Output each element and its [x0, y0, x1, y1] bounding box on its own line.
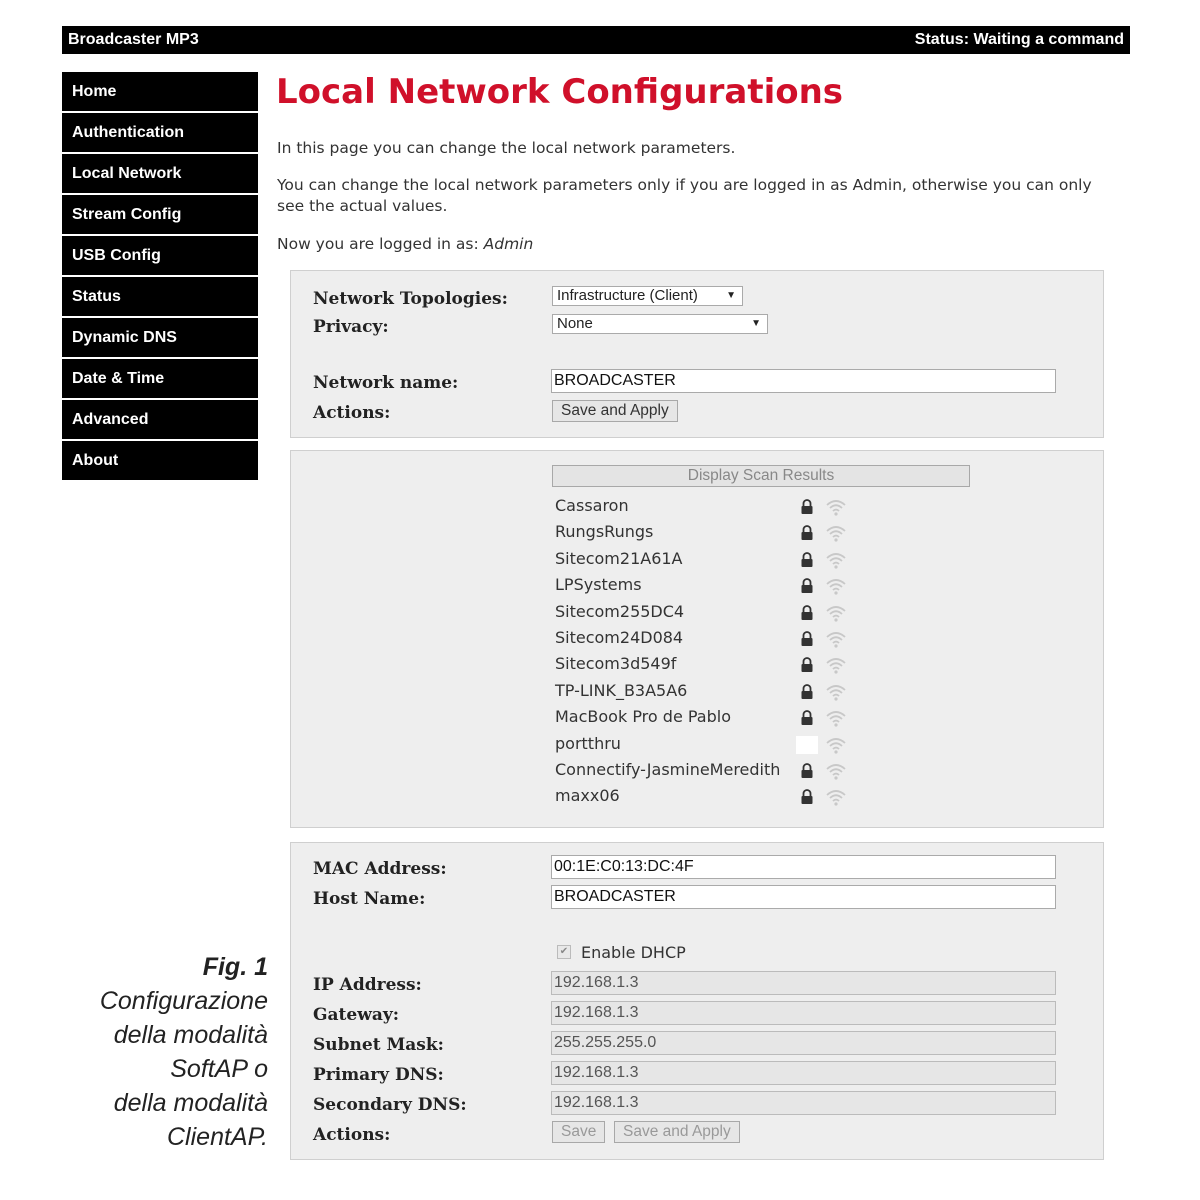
gateway-label: Gateway:	[313, 1005, 400, 1025]
wifi-signal-icon	[825, 523, 847, 543]
logged-in-user: Admin	[483, 235, 534, 253]
lock-icon	[796, 630, 818, 648]
status-text: Status: Waiting a command	[914, 31, 1124, 48]
wifi-signal-icon	[825, 550, 847, 570]
topology-value: Infrastructure (Client)	[557, 287, 698, 304]
lock-icon	[796, 656, 818, 674]
wifi-signal-icon	[825, 655, 847, 675]
scan-result-row[interactable]	[555, 628, 855, 650]
logged-in-text	[277, 234, 1117, 255]
wifi-signal-icon	[825, 497, 847, 517]
lock-icon	[796, 577, 818, 595]
topology-label: Network Topologies:	[313, 289, 508, 309]
network-ssid: LPSystems	[555, 575, 642, 595]
save-and-apply-button[interactable]: Save and Apply	[614, 1121, 740, 1143]
wireless-settings-panel	[290, 270, 1104, 438]
enable-dhcp-label: Enable DHCP	[581, 943, 686, 962]
sidebar-item-home[interactable]: Home	[62, 72, 258, 111]
network-ssid: Sitecom255DC4	[555, 601, 685, 621]
lock-icon	[796, 788, 818, 806]
network-ssid: Sitecom21A61A	[555, 548, 683, 568]
privacy-label: Privacy:	[313, 317, 389, 337]
network-ssid: Connectify-JasmineMeredith	[555, 760, 781, 779]
logged-in-prefix: Now you are logged in as:	[277, 235, 484, 253]
sidebar-item-advanced[interactable]: Advanced	[62, 400, 258, 439]
figure-title: Fig. 1	[202, 953, 268, 981]
scan-result-row[interactable]	[555, 602, 855, 624]
intro-text: In this page you can change the local network parameters.	[277, 139, 736, 157]
network-ssid: Cassaron	[555, 496, 629, 515]
sidebar-item-stream-config[interactable]: Stream Config	[62, 195, 258, 234]
network-ssid: TP-LINK_B3A5A6	[555, 680, 688, 700]
actions-label: Actions:	[313, 403, 391, 423]
sidebar-item-authentication[interactable]: Authentication	[62, 113, 258, 152]
network-ssid: MacBook Pro de Pablo	[555, 707, 731, 727]
lock-icon	[796, 762, 818, 780]
ip-config-panel	[290, 842, 1104, 1160]
network-ssid: maxx06	[555, 786, 620, 806]
scan-result-row[interactable]	[555, 575, 855, 597]
save-and-apply-button[interactable]: Save and Apply	[552, 400, 678, 422]
subnet-mask-label: Subnet Mask:	[313, 1035, 444, 1055]
wifi-signal-icon	[825, 682, 847, 702]
privacy-value: None	[557, 315, 593, 332]
network-ssid: Sitecom3d549f	[555, 654, 677, 674]
dropdown-arrow-icon: ▼	[751, 318, 761, 329]
app-title: Broadcaster MP3	[68, 31, 199, 48]
gateway-input[interactable]	[551, 1001, 1056, 1025]
wifi-signal-icon	[825, 787, 847, 807]
sidebar-item-local-network[interactable]: Local Network	[62, 154, 258, 193]
wifi-signal-icon	[825, 576, 847, 596]
actions-label: Actions:	[313, 1125, 391, 1145]
figure-caption	[100, 950, 268, 1154]
network-name-input[interactable]	[551, 369, 1056, 393]
mac-address-input[interactable]	[551, 855, 1056, 879]
caption-line: della modalità	[113, 1089, 268, 1117]
sidebar-item-status[interactable]: Status	[62, 277, 258, 316]
scan-result-row[interactable]	[555, 654, 855, 676]
network-ssid: Sitecom24D084	[555, 628, 684, 647]
sidebar-item-usb-config[interactable]: USB Config	[62, 236, 258, 275]
wifi-signal-icon	[825, 761, 847, 781]
caption-line: ClientAP.	[167, 1123, 268, 1151]
caption-line: Configurazione	[99, 987, 268, 1015]
network-ssid: portthru	[555, 733, 621, 753]
lock-icon	[796, 683, 818, 701]
sidebar-item-date-time[interactable]: Date & Time	[62, 359, 258, 398]
scan-result-row[interactable]	[555, 707, 855, 729]
sidebar-item-about[interactable]: About	[62, 441, 258, 480]
enable-dhcp-checkbox[interactable]: ✔	[557, 945, 571, 959]
scan-result-row[interactable]	[555, 522, 855, 544]
secondary-dns-label: Secondary DNS:	[313, 1095, 467, 1115]
permission-note: You can change the local network parameters only if you are logged in as Admin, otherwise you can only see the actual values.	[277, 176, 1092, 215]
scan-result-row[interactable]	[555, 549, 855, 571]
ip-address-label: IP Address:	[313, 975, 422, 995]
wifi-signal-icon	[825, 629, 847, 649]
save-button[interactable]: Save	[552, 1121, 605, 1143]
lock-icon	[796, 551, 818, 569]
wifi-signal-icon	[825, 708, 847, 728]
page-title: Local Network Configurations	[276, 72, 844, 112]
lock-placeholder	[796, 736, 818, 754]
caption-line: SoftAP o	[170, 1055, 268, 1083]
lock-icon	[796, 524, 818, 542]
display-scan-results-button[interactable]: Display Scan Results	[552, 465, 970, 487]
network-ssid: RungsRungs	[555, 522, 654, 542]
network-name-label: Network name:	[313, 373, 459, 393]
top-bar	[62, 26, 1130, 54]
primary-dns-input[interactable]	[551, 1061, 1056, 1085]
lock-icon	[796, 604, 818, 622]
sidebar-item-dynamic-dns[interactable]: Dynamic DNS	[62, 318, 258, 357]
wifi-signal-icon	[825, 603, 847, 623]
sidebar-nav	[62, 72, 258, 482]
primary-dns-label: Primary DNS:	[313, 1065, 444, 1085]
scan-result-row[interactable]	[555, 496, 855, 518]
wifi-signal-icon	[825, 735, 847, 755]
secondary-dns-input[interactable]	[551, 1091, 1056, 1115]
privacy-select[interactable]	[552, 314, 768, 334]
subnet-mask-input[interactable]	[551, 1031, 1056, 1055]
caption-line: della modalità	[113, 1021, 268, 1049]
scan-result-row[interactable]	[555, 734, 855, 756]
dropdown-arrow-icon: ▼	[726, 290, 736, 301]
scan-result-row[interactable]	[555, 760, 855, 782]
mac-address-label: MAC Address:	[313, 859, 447, 879]
lock-icon	[796, 498, 818, 516]
host-name-input[interactable]	[551, 885, 1056, 909]
host-name-label: Host Name:	[313, 889, 426, 909]
lock-icon	[796, 709, 818, 727]
topology-select[interactable]	[552, 286, 743, 306]
scan-result-row[interactable]	[555, 681, 855, 703]
scan-result-row[interactable]	[555, 786, 855, 808]
ip-address-input[interactable]	[551, 971, 1056, 995]
scan-results-panel	[290, 450, 1104, 828]
